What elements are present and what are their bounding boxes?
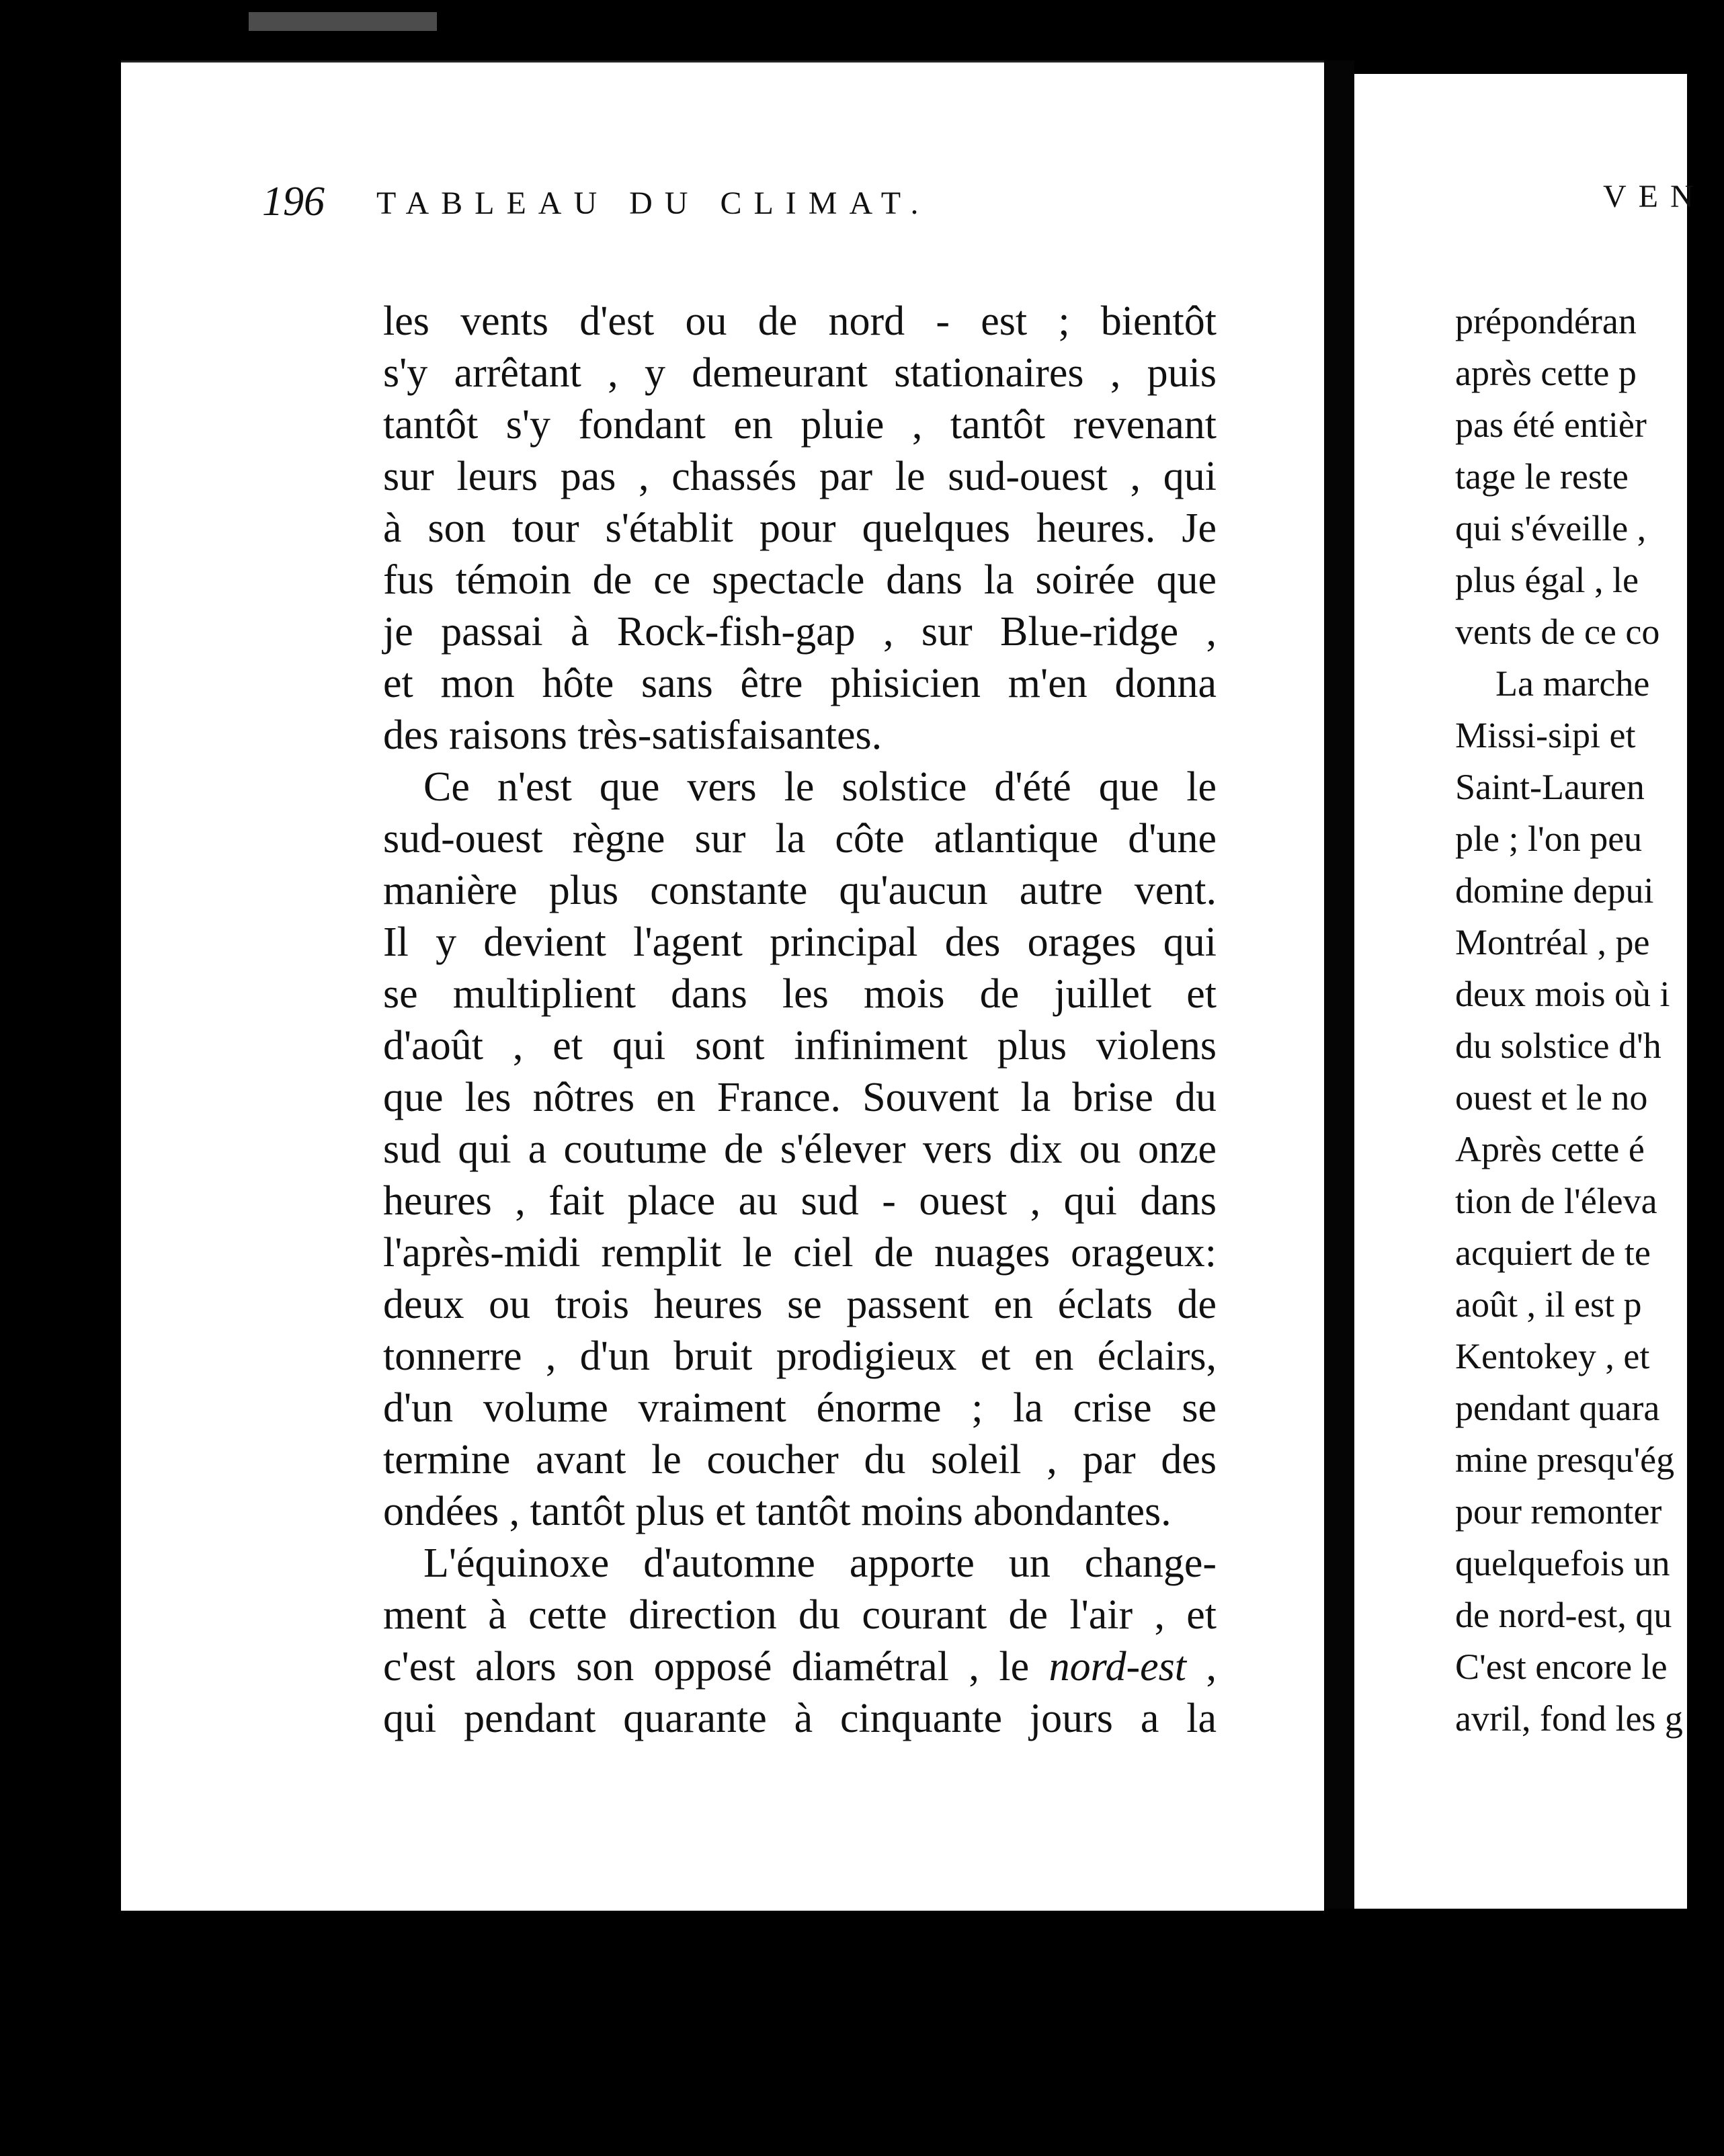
- text-line: après cette p: [1455, 353, 1637, 393]
- text-line: heures , fait place au sud - ouest , qui dans: [383, 1178, 1217, 1224]
- text-line: et mon hôte sans être phisicien m'en donna: [383, 661, 1217, 706]
- text-line: août , il est p: [1455, 1284, 1642, 1325]
- right-running-head: VEN: [1603, 179, 1706, 214]
- text-line: Montréal , pe: [1455, 922, 1650, 962]
- text-line: sud qui a coutume de s'élever vers dix ou onze: [383, 1126, 1217, 1172]
- text-line: Ce n'est que vers le solstice d'été que le: [423, 764, 1217, 810]
- text-line: sud-ouest règne sur la côte atlantique d'une: [383, 816, 1217, 862]
- left-page-text: [383, 296, 1217, 1745]
- text-line: plus égal , le: [1455, 560, 1639, 600]
- text-line: mine presqu'ég: [1455, 1440, 1675, 1480]
- text-line: Après cette é: [1455, 1129, 1645, 1169]
- page-number: 196: [262, 179, 325, 224]
- text-line: pour remonter: [1455, 1491, 1662, 1532]
- text-line: du solstice d'h: [1455, 1026, 1661, 1066]
- text-line: La marche: [1495, 663, 1650, 704]
- running-head: TABLEAU DU CLIMAT.: [376, 185, 931, 221]
- text-line: qui s'éveille ,: [1455, 508, 1647, 548]
- text-line: C'est encore le: [1455, 1647, 1668, 1687]
- text-segment: ,: [1186, 1644, 1217, 1690]
- text-line: tage le reste: [1455, 456, 1629, 497]
- text-line: manière plus constante qu'aucun autre vent.: [383, 868, 1217, 913]
- text-line: pendant quara: [1455, 1388, 1660, 1428]
- text-line: deux ou trois heures se passent en éclats de: [383, 1282, 1217, 1327]
- text-line: avril, fond les g: [1455, 1698, 1683, 1739]
- text-line: L'équinoxe d'automne apporte un change-: [423, 1540, 1217, 1586]
- text-line: ment à cette direction du courant de l'air , et: [383, 1592, 1217, 1638]
- text-line: à son tour s'établit pour quelques heures. Je: [383, 505, 1217, 551]
- book-gutter: [1324, 60, 1354, 1909]
- text-line: vents de ce co: [1455, 612, 1660, 652]
- text-line-with-italic: [383, 1641, 1217, 1693]
- text-line: ple ; l'on peu: [1455, 819, 1643, 859]
- text-line: deux mois où i: [1455, 974, 1670, 1014]
- text-line: de nord-est, qu: [1455, 1595, 1672, 1635]
- text-line: se multiplient dans les mois de juillet et: [383, 971, 1217, 1017]
- text-line: Saint-Lauren: [1455, 767, 1645, 807]
- text-line: Il y devient l'agent principal des orages qui: [383, 919, 1217, 965]
- scan-artifact: [249, 12, 437, 31]
- text-line: les vents d'est ou de nord - est ; bientôt: [383, 298, 1217, 344]
- text-line: s'y arrêtant , y demeurant stationaires , puis: [383, 350, 1217, 396]
- text-line: sur leurs pas , chassés par le sud-ouest , qui: [383, 454, 1217, 499]
- text-line: termine avant le coucher du soleil , par des: [383, 1437, 1217, 1483]
- text-line: que les nôtres en France. Souvent la brise du: [383, 1075, 1217, 1120]
- text-line: des raisons très-satisfaisantes.: [383, 712, 882, 758]
- text-line: prépondéran: [1455, 301, 1637, 341]
- text-line: ouest et le no: [1455, 1077, 1648, 1118]
- left-page-header: [262, 178, 1217, 232]
- text-line: qui pendant quarante à cinquante jours a la: [383, 1696, 1217, 1741]
- text-line: je passai à Rock-fish-gap , sur Blue-ridge ,: [383, 609, 1217, 655]
- text-line: domine depui: [1455, 870, 1654, 911]
- text-line: tion de l'éleva: [1455, 1181, 1657, 1221]
- text-line: d'août , et qui sont infiniment plus violens: [383, 1023, 1217, 1069]
- right-page-text: [1455, 296, 1724, 1745]
- text-line: quelquefois un: [1455, 1543, 1670, 1583]
- text-line: l'après-midi remplit le ciel de nuages orageux:: [383, 1230, 1217, 1276]
- text-line: tonnerre , d'un bruit prodigieux et en éclairs,: [383, 1333, 1217, 1379]
- text-line: Missi-sipi et: [1455, 715, 1636, 755]
- text-line: acquiert de te: [1455, 1233, 1651, 1273]
- text-line: d'un volume vraiment énorme ; la crise se: [383, 1385, 1217, 1431]
- italic-term: nord-est: [1049, 1644, 1187, 1690]
- text-segment: c'est alors son opposé diamétral , le: [383, 1644, 1049, 1690]
- text-line: ondées , tantôt plus et tantôt moins abondantes.: [383, 1489, 1172, 1534]
- text-line: Kentokey , et: [1455, 1336, 1650, 1376]
- text-line: tantôt s'y fondant en pluie , tantôt revenant: [383, 402, 1217, 448]
- text-line: pas été entièr: [1455, 405, 1647, 445]
- text-line: fus témoin de ce spectacle dans la soirée que: [383, 557, 1217, 603]
